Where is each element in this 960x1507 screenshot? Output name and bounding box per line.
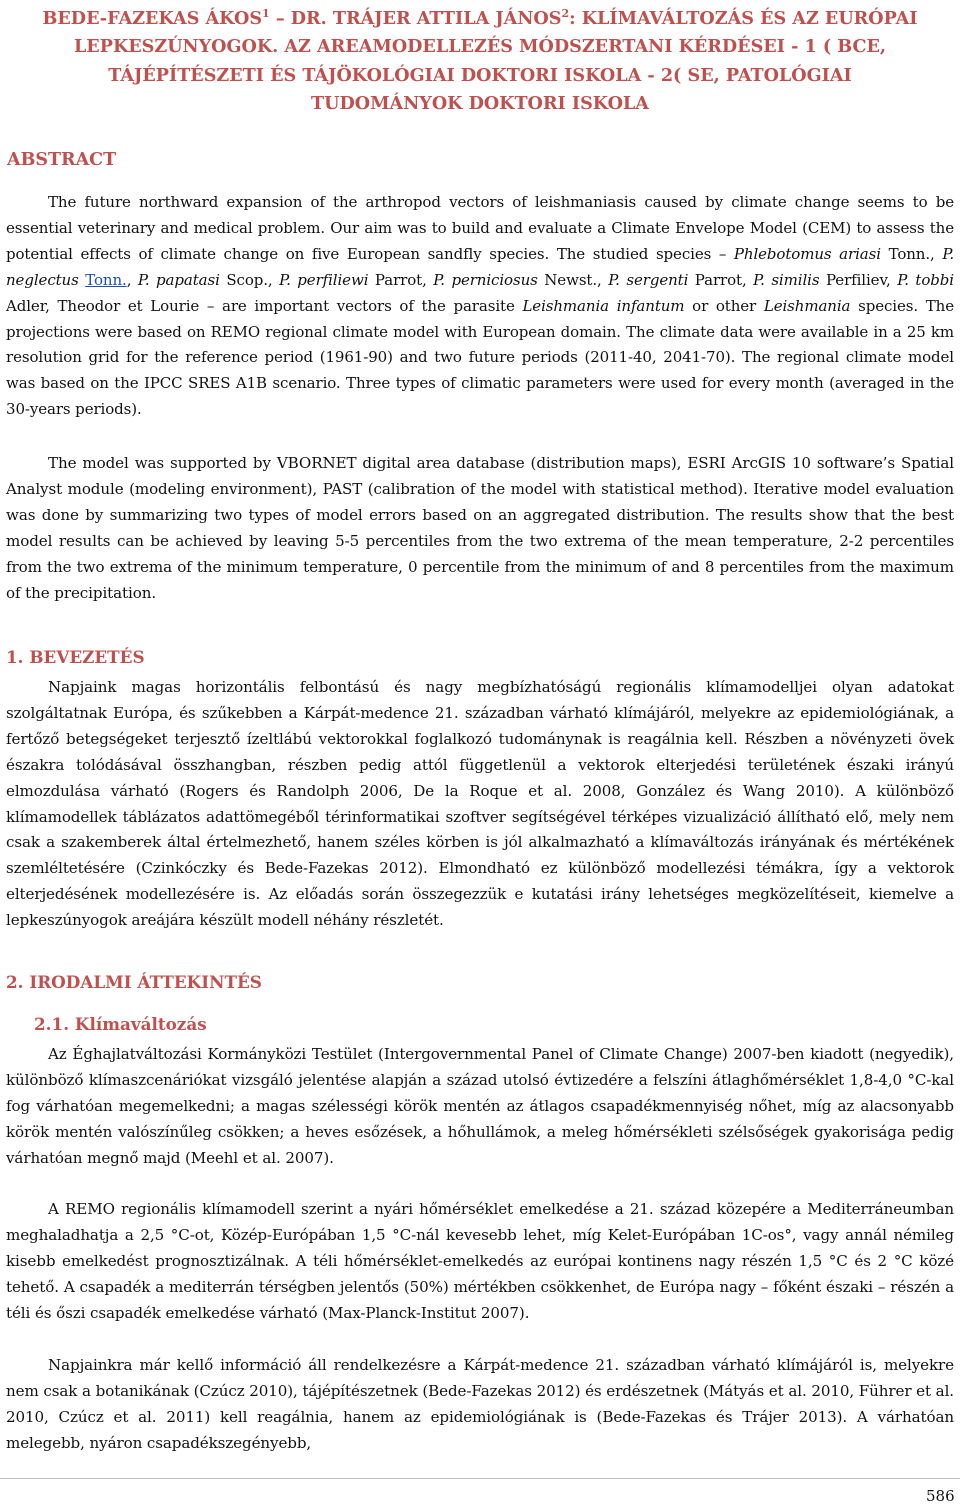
title-line-4: TUDOMÁNYOK DOKTORI ISKOLA — [311, 92, 649, 114]
title-line-3: TÁJÉPÍTÉSZETI ÉS TÁJÖKOLÓGIAI DOKTORI ISKOLA - 2( SE, PATOLÓGIAI — [108, 64, 852, 86]
title-line-2: LEPKESZÚNYOGOK. AZ AREAMODELLEZÉS MÓDSZERTANI KÉRDÉSEI - 1 ( BCE, — [73, 36, 887, 58]
section-2-1-heading: 2.1. Klímaváltozás — [34, 1014, 207, 1034]
section-2-1-paragraph-1: Az Éghajlatváltozási Kormányközi Testület (Intergovernmental Panel of Climate Change) 2007-ben kiadott (negyedik), különböző klímaszcenáriókat vizsgáló jelentése alapján a század utolsó évtizedére a felszíni átlaghőmérséklet 1,8-4,0 °C-kal fog várhatóan megemelkedni; a magas szélességi körök mentén az átlagos csapadékmennyiség nőhet, míg az alacsonyabb körök mentén valószínűleg csökken; a heves esőzések, a hőhullámok, a meleg hőmérsékleti szélsőségek gyakorisága pedig várhatóan megnő majd (Meehl et al. 2007). — [6, 1045, 954, 1167]
section-2-1-paragraph-3: Napjainkra már kellő információ áll rendelkezésre a Kárpát-medence 21. században várható klímájáról is, melyekre nem csak a botanikának (Czúcz 2010), tájépítészetnek (Bede-Fazekas 2012) és erdészetnek (Mátyás et al. 2010, Führer et al. 2010, Czúcz et al. 2011) kell reagálnia, hanem az epidemiológiának is (Bede-Fazekas és Trájer 2013). A várhatóan melegebb, nyáron csapadékszegényebb, — [6, 1356, 954, 1452]
title-line-1: BEDE-FAZEKAS ÁKOS$^1$ – DR. TRÁJER ATTILA JÁNOS$^2$: KLÍMAVÁLTOZÁS ÉS AZ EURÓPAI — [42, 7, 918, 29]
paper-title — [24, 5, 936, 118]
section-2-heading: 2. IRODALMI ÁTTEKINTÉS — [6, 972, 262, 992]
abstract-paragraph-1: The future northward expansion of the arthropod vectors of leishmaniasis caused by climate change seems to be essential veterinary and medical problem. Our aim was to build and evaluate a Climate Envelope Model (CEM) to assess the potential effects of climate change on five European sandfly species. The studied species – Phlebotomus ariasi Tonn., P. neglectus Tonn., P. papatasi Scop., P. perfiliewi Parrot, P. perniciosus Newst., P. sergenti Parrot, P. similis Perfiliev, P. tobbi Adler, Theodor et Lourie – are important vectors of the parasite Leishmania infantum or other Leishmania species. The projections were based on REMO regional climate model with European domain. The climate data were available in a 25 km resolution grid for the reference period (1961-90) and two future periods (2011-40, 2041-70). The regional climate model was based on the IPCC SRES A1B scenario. Three types of climatic parameters were used for every month (averaged in the 30-years periods). — [6, 193, 954, 419]
author-link[interactable]: Tonn. — [85, 270, 127, 289]
abstract-heading: ABSTRACT — [7, 150, 117, 170]
section-2-1-paragraph-2: A REMO regionális klímamodell szerint a nyári hőmérséklet emelkedése a 21. század közepére a Mediterráneumban meghaladhatja a 2,5 °C-ot, Közép-Európában 1,5 °C-nál kevesebb lehet, míg Kelet-Európában 1C-os°, vagy annál némileg kisebb emelkedést prognosztizálnak. A téli hőmérséklet-emelkedés az európai kontinens nagy részén 1,5 °C és 2 °C közé tehető. A csapadék a mediterrán térségben jelentős (50%) mértékben csökkenhet, de Európa nagy – főként északi – részén a téli és őszi csapadék emelkedése várható (Max-Planck-Institut 2007). — [6, 1200, 954, 1322]
abstract-paragraph-2: The model was supported by VBORNET digital area database (distribution maps), ESRI ArcGIS 10 software’s Spatial Analyst module (modeling environment), PAST (calibration of the model with statistical method). Iterative model evaluation was done by summarizing two types of model errors based on an aggregated distribution. The results show that the best model results can be achieved by leaving 5-5 percentiles from the two extrema of the mean temperature, 2-2 percentiles from the two extrema of the minimum temperature, 0 percentile from the minimum of and 8 percentiles from the maximum of the precipitation. — [6, 454, 954, 602]
section-1-paragraph: Napjaink magas horizontális felbontású és nagy megbízhatóságú regionális klímamodelljei olyan adatokat szolgáltatnak Európa, és szűkebben a Kárpát-medence 21. században várható klímájáról, melyekre az epidemiológiának, a fertőző betegségeket terjesztő ízeltlábú vektorokkal foglalkozó tudománynak is reagálnia kell. Részben a növényzeti övek északra tolódásával összhangban, részben pedig attól függetlenül a vektorok elterjedési területének északi irányú elmozdulása várható (Rogers és Randolph 2006, De la Roque et al. 2008, González és Wang 2010). A különböző klímamodellek táblázatos adattömegéből térinformatikai szoftver segítségével térképes vizualizáció állítható elő, mely nem csak a szakemberek által értelmezhető, hanem széles körben is jól alkalmazható a klímaváltozás irányának és mértékének szemléltetésére (Czinkóczky és Bede-Fazekas 2012). Elmondható ez különböző modellezési témákra, így a vektorok elterjedésének modellezésére is. Az előadás során összegezzük e kutatási irány lehetséges megközelítéseit, kiemelve a lepkeszúnyogok areájára készült modell néhány részletét. — [6, 678, 954, 930]
section-1-heading: 1. BEVEZETÉS — [6, 647, 145, 667]
footer-rule — [0, 1478, 960, 1479]
page-number: 586 — [926, 1487, 955, 1505]
